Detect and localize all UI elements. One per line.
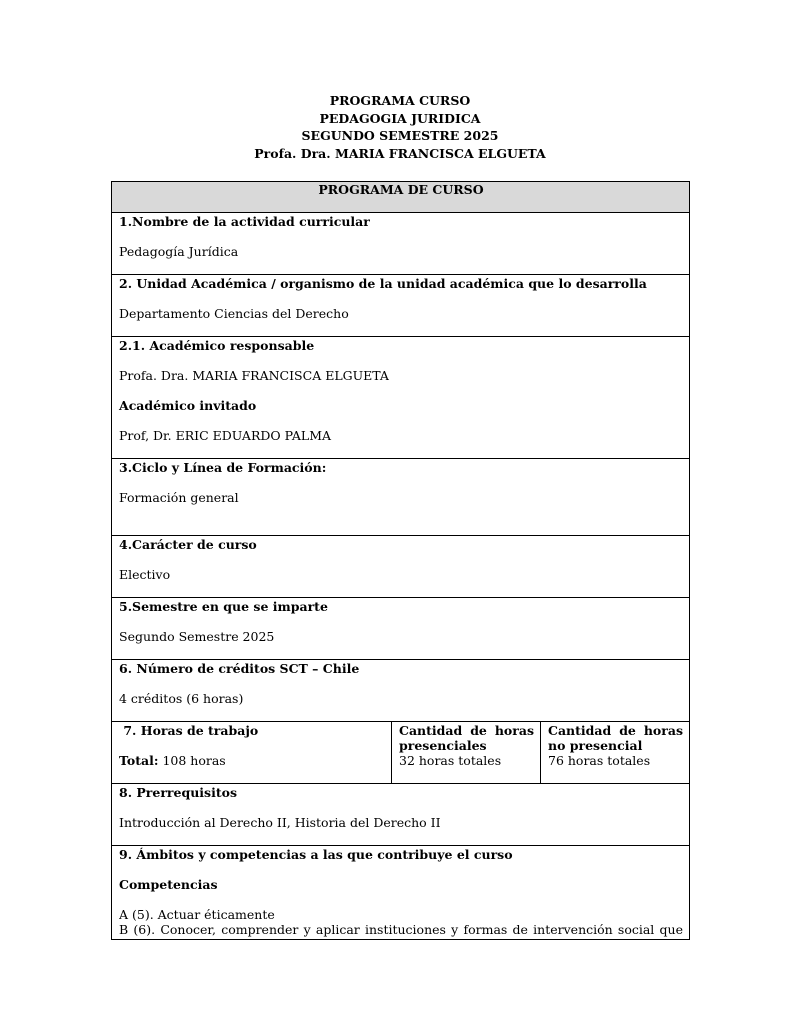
section-2-label: 2. Unidad Académica / organismo de la unidad académica que lo desarrolla [119, 276, 647, 291]
section-3-value: Formación general [119, 490, 239, 505]
section-1-label: 1.Nombre de la actividad curricular [119, 214, 370, 229]
guest-academic-label: Académico invitado [119, 398, 257, 413]
section-2-1 [112, 337, 690, 459]
section-7-hours [112, 722, 392, 784]
no-presencial-hours-value: 76 horas totales [548, 753, 651, 768]
competencias-label: Competencias [119, 877, 218, 892]
total-hours-label: Total: [119, 753, 159, 768]
section-2-1-value: Profa. Dra. MARIA FRANCISCA ELGUETA [119, 368, 389, 383]
section-2 [112, 275, 690, 337]
section-3-label: 3.Ciclo y Línea de Formación: [119, 460, 327, 475]
section-4-label: 4.Carácter de curso [119, 537, 257, 552]
section-8-value: Introducción al Derecho II, Historia del Derecho II [119, 815, 441, 830]
no-presencial-hours-label: Cantidad de horas no presencial [548, 723, 683, 753]
section-1-value: Pedagogía Jurídica [119, 244, 239, 259]
section-7-label: 7. Horas de trabajo [119, 723, 259, 738]
presencial-hours-cell [392, 722, 541, 784]
total-hours-value: 108 horas [162, 753, 226, 768]
section-9-content [119, 846, 683, 939]
section-6 [112, 660, 690, 722]
document-header [0, 92, 800, 162]
header-line-4: Profa. Dra. MARIA FRANCISCA ELGUETA [254, 145, 546, 161]
section-2-1-label: 2.1. Académico responsable [119, 338, 315, 353]
section-5-label: 5.Semestre en que se imparte [119, 599, 328, 614]
program-table [111, 181, 690, 940]
table-title: PROGRAMA DE CURSO [112, 182, 690, 213]
section-9 [112, 846, 690, 940]
section-1 [112, 213, 690, 275]
presencial-hours-label: Cantidad de horas presenciales [399, 723, 534, 753]
guest-academic-value: Prof, Dr. ERIC EDUARDO PALMA [119, 428, 332, 443]
header-line-2: PEDAGOGIA JURIDICA [319, 110, 481, 126]
section-3 [112, 459, 690, 536]
section-5 [112, 598, 690, 660]
section-4-value: Electivo [119, 567, 171, 582]
section-2-value: Departamento Ciencias del Derecho [119, 306, 349, 321]
header-line-1: PROGRAMA CURSO [329, 93, 471, 108]
competency-item: A (5). Actuar éticamente [119, 907, 275, 922]
section-8 [112, 784, 690, 846]
header-line-3: SEGUNDO SEMESTRE 2025 [301, 128, 499, 143]
no-presencial-hours-cell [541, 722, 690, 784]
section-9-label: 9. Ámbitos y competencias a las que contribuye el curso [119, 847, 513, 862]
presencial-hours-value: 32 horas totales [399, 753, 502, 768]
total-hours [119, 753, 385, 768]
competency-item: B (6). Conocer, comprender y aplicar instituciones y formas de intervención social que [119, 922, 683, 937]
section-8-label: 8. Prerrequisitos [119, 785, 237, 800]
section-6-value: 4 créditos (6 horas) [119, 691, 244, 706]
section-5-value: Segundo Semestre 2025 [119, 629, 275, 644]
section-4 [112, 536, 690, 598]
section-6-label: 6. Número de créditos SCT – Chile [119, 661, 360, 676]
